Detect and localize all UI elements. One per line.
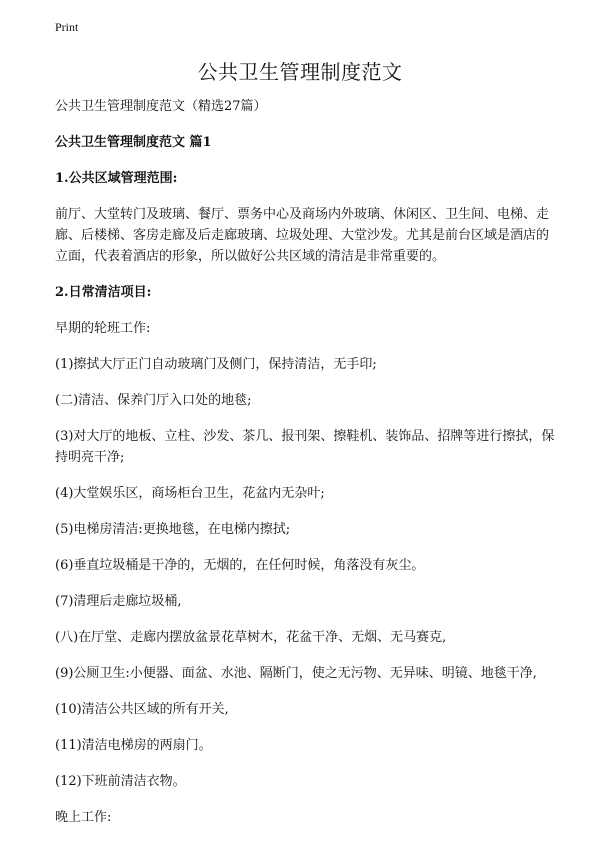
print-label: Print <box>55 20 79 34</box>
list-item: (11)清洁电梯房的两扇门。 <box>55 738 212 753</box>
list-item: (6)垂直垃圾桶是干净的，无烟的，在任何时候，角落没有灰尘。 <box>55 558 425 573</box>
list-item: (12)下班前清洁衣物。 <box>55 774 186 789</box>
document-title: 公共卫生管理制度范文 <box>197 60 403 84</box>
subtitle: 公共卫生管理制度范文（精选27篇） <box>55 99 267 114</box>
list-item: (7)清理后走廊垃圾桶, <box>55 594 182 609</box>
list-item: (1)擦拭大厅正门自动玻璃门及侧门，保持清洁，无手印; <box>55 357 377 372</box>
list-item: (10)清洁公共区域的所有开关, <box>55 702 229 717</box>
list-item: (4)大堂娱乐区，商场柜台卫生，花盆内无杂叶; <box>55 486 325 501</box>
heading-daily-items: 2.日常清洁项目: <box>55 285 152 300</box>
list-item: (八)在厅堂、走廊内摆放盆景花草树木，花盆干净、无烟、无马赛克, <box>55 630 447 645</box>
list-item: (9)公厕卫生:小便器、面盆、水池、隔断门，使之无污物、无异味、明镜、地毯干净, <box>55 666 537 681</box>
section-title: 公共卫生管理制度范文 篇1 <box>55 135 212 150</box>
heading-scope: 1.公共区域管理范围: <box>55 171 178 186</box>
list-item: (5)电梯房清洁:更换地毯，在电梯内擦拭; <box>55 522 291 537</box>
early-shift-label: 早期的轮班工作: <box>55 321 151 336</box>
paragraph-scope: 前厅、大堂转门及玻璃、餐厅、票务中心及商场内外玻璃、休闲区、卫生间、电梯、走廊、后楼梯、客房走廊及后走廊玻璃、垃圾处理、大堂沙发。尤其是前台区域是酒店的立面，代表着酒店的形象，所以做好公共区域的清洁是非常重要的。 <box>55 207 550 264</box>
list-item: (3)对大厅的地板、立柱、沙发、茶几、报刊架、擦鞋机、装饰品、招牌等进行擦拭，保持明亮干净; <box>55 429 555 465</box>
list-item: (二)清洁、保养门厅入口处的地毯; <box>55 393 252 408</box>
evening-shift-label: 晚上工作: <box>55 810 112 825</box>
document-body <box>55 96 555 843</box>
